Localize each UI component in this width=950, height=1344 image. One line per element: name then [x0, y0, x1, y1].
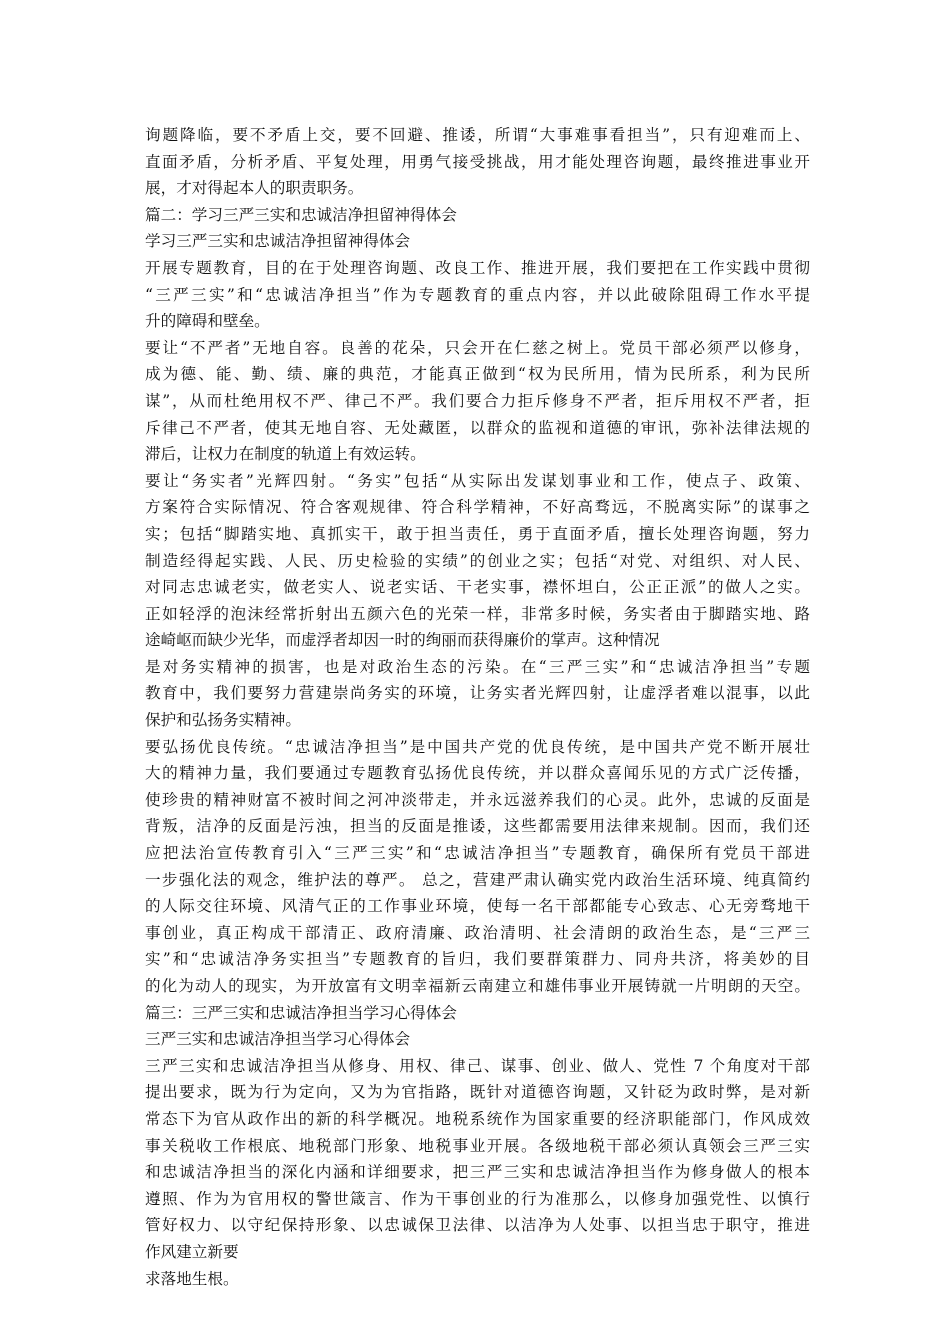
text-line: 要让“不严者”无地自容。良善的花朵，只会开在仁慈之树上。党员干部必须严以修身， [145, 338, 810, 357]
text-line: 实”和“忠诚洁净务实担当”专题教育的旨归，我们要群策群力、同舟共济，将美妙的目 [145, 950, 810, 969]
text-line: 使珍贵的精神财富不被时间之河冲淡带走，并永远滋养我们的心灵。此外，忠诚的反面是 [145, 790, 810, 809]
text-line: 事创业，真正构成干部清正、政府清廉、政治清明、社会清朗的政治生态，是“三严三 [145, 923, 810, 942]
text-line: 事关税收工作根底、地税部门形象、地税事业开展。各级地税干部必须认真领会三严三实 [145, 1136, 810, 1155]
text-line: 三严三实和忠诚洁净担当从修身、用权、律己、谋事、创业、做人、党性 7 个角度对干部 [145, 1056, 810, 1075]
text-line: 展，才对得起本人的职责职务。 [145, 179, 364, 198]
text-line: 教育中，我们要努力营建崇尚务实的环境，让务实者光辉四射，让虚浮者难以混事，以此 [145, 684, 810, 703]
text-line: 实；包括“脚踏实地、真抓实干，敢于担当责任，勇于直面矛盾，擅长处理咨询题，努力 [145, 524, 810, 543]
text-line: 制造经得起实践、人民、历史检验的实绩”的创业之实；包括“对党、对组织、对人民、 [145, 551, 810, 570]
text-line: 升的障碍和壁垒。 [145, 312, 270, 331]
text-line: 直面矛盾，分析矛盾、平复处理，用勇气接受挑战，用才能处理咨询题，最终推进事业开 [145, 152, 810, 171]
text-line: 斥律己不严者，使其无地自容、无处藏匿，以群众的监视和道德的审讯，弥补法律法规的 [145, 418, 810, 437]
text-line: 提出要求，既为行为定向，又为为官指路，既针对道德咨询题，又针砭为政时弊，是对新 [145, 1083, 810, 1102]
text-line: 背叛，洁净的反面是污浊，担当的反面是推诿，这些都需要用法律来规制。因而，我们还 [145, 817, 810, 836]
text-line: “三严三实”和“忠诚洁净担当”作为专题教育的重点内容，并以此破除阻碍工作水平提 [145, 285, 810, 304]
text-line: 求落地生根。 [145, 1269, 239, 1288]
document-body [145, 122, 810, 1292]
text-line: 学习三严三实和忠诚洁净担留神得体会 [145, 232, 411, 251]
text-line: 途崎岖而缺少光华，而虚浮者却因一时的绚丽而获得廉价的掌声。这种情况 [145, 631, 660, 650]
text-line: 的人际交往环境、风清气正的工作事业环境，使每一名干部都能专心致志、心无旁骛地干 [145, 897, 810, 916]
text-line: 应把法治宣传教育引入“三严三实”和“忠诚洁净担当”专题教育，确保所有党员干部进 [145, 844, 810, 863]
text-line: 篇二：学习三严三实和忠诚洁净担留神得体会 [145, 205, 457, 224]
text-line: 开展专题教育，目的在于处理咨询题、改良工作、推进开展，我们要把在工作实践中贯彻 [145, 258, 810, 277]
text-line: 一步强化法的观念，维护法的尊严。 总之，营建严肃认确实党内政治生活环境、纯真简约 [145, 870, 810, 889]
text-line: 大的精神力量，我们要通过专题教育弘扬优良传统，并以群众喜闻乐见的方式广泛传播， [145, 764, 810, 783]
text-line: 询题降临，要不矛盾上交，要不回避、推诿，所谓“大事难事看担当”，只有迎难而上、 [145, 126, 810, 144]
text-line: 三严三实和忠诚洁净担当学习心得体会 [145, 1030, 411, 1049]
text-line: 成为德、能、勤、绩、廉的典范，才能真正做到“权为民所用，情为民所系，利为民所 [145, 365, 810, 384]
text-line: 谋”，从而杜绝用权不严、律己不严。我们要合力拒斥修身不严者，拒斥用权不严者，拒 [145, 391, 810, 410]
text-line: 管好权力、以守纪保持形象、以忠诚保卫法律、以洁净为人处事、以担当忠于职守，推进 [145, 1216, 810, 1235]
text-line: 和忠诚洁净担当的深化内涵和详细要求，把三严三实和忠诚洁净担当作为修身做人的根本 [145, 1163, 810, 1182]
text-line: 是对务实精神的损害，也是对政治生态的污染。在“三严三实”和“忠诚洁净担当”专题 [145, 657, 810, 676]
text-line: 常态下为官从政作出的新的科学概况。地税系统作为国家重要的经济职能部门，作风成效 [145, 1109, 810, 1128]
text-line: 要让“务实者”光辉四射。“务实”包括“从实际出发谋划事业和工作，使点子、政策、 [145, 471, 810, 490]
text-line: 的化为动人的现实，为开放富有文明幸福新云南建立和雄伟事业开展铸就一片明朗的天空。 [145, 977, 810, 995]
text-line: 要弘扬优良传统。“忠诚洁净担当”是中国共产党的优良传统，是中国共产党不断开展壮 [145, 737, 810, 756]
text-line: 方案符合实际情况、符合客观规律、符合科学精神，不好高骛远，不脱离实际”的谋事之 [145, 498, 810, 517]
text-line: 正如轻浮的泡沫经常折射出五颜六色的光荣一样，非常多时候，务实者由于脚踏实地、路 [145, 604, 810, 623]
text-line: 保护和弘扬务实精神。 [145, 711, 301, 730]
text-line: 滞后，让权力在制度的轨道上有效运转。 [145, 445, 426, 464]
text-line: 对同志忠诚老实，做老实人、说老实话、干老实事，襟怀坦白，公正正派”的做人之实。 [145, 578, 810, 597]
text-line: 遵照、作为为官用权的警世箴言、作为干事创业的行为准那么，以修身加强党性、以慎行 [145, 1189, 810, 1208]
text-line: 作风建立新要 [145, 1242, 239, 1261]
text-line: 篇三：三严三实和忠诚洁净担当学习心得体会 [145, 1003, 457, 1022]
